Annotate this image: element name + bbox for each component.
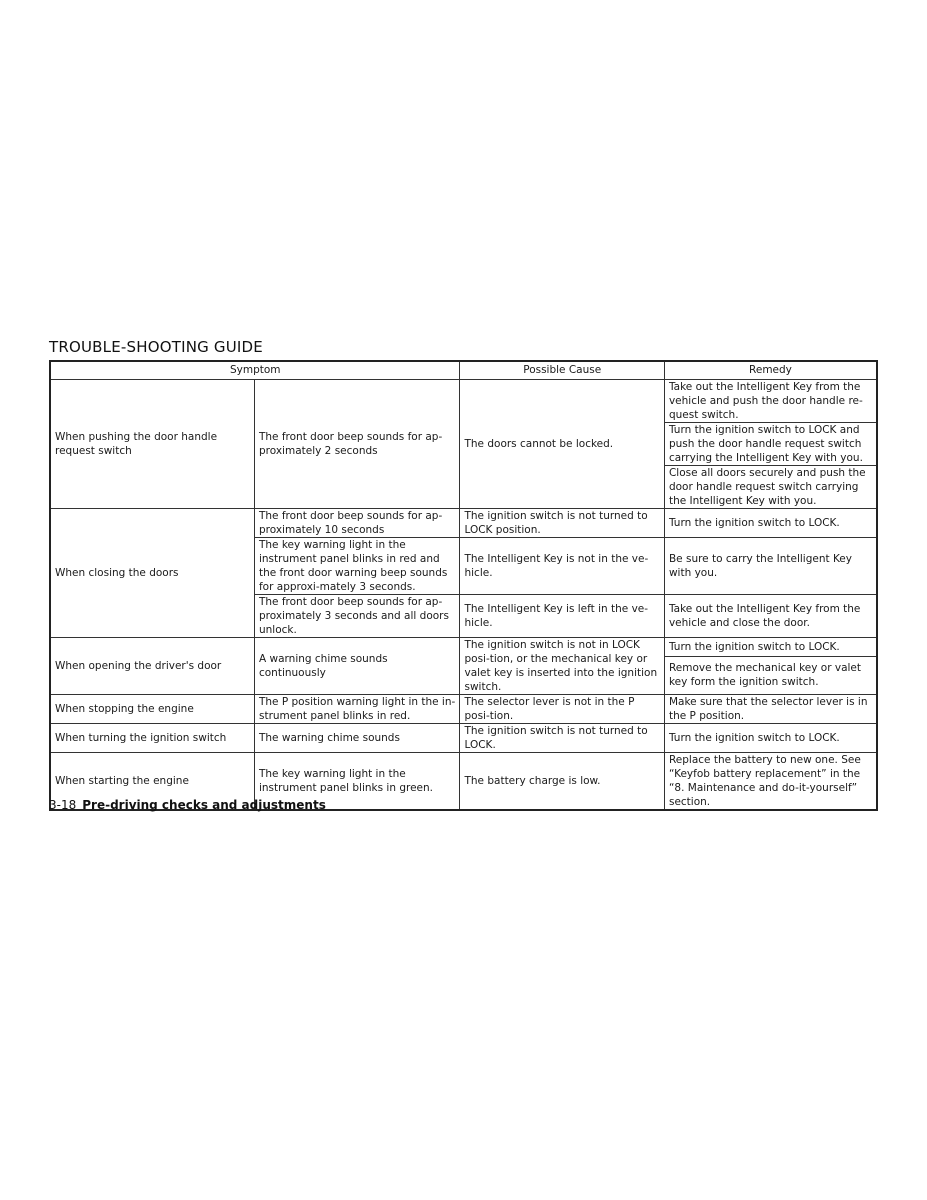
detail-cell: The front door beep sounds for ap-proximately 10 seconds: [254, 508, 460, 537]
remedy-cell: Replace the battery to new one. See “Keyfob battery replacement” in the “8. Maintenance and do-it-yourself” section.: [664, 752, 877, 810]
remedy-cell: Make sure that the selector lever is in the P position.: [664, 694, 877, 723]
remedy-cell: Remove the mechanical key or valet key form the ignition switch.: [664, 656, 877, 694]
cause-cell: The battery charge is low.: [460, 752, 664, 810]
table-row: [50, 723, 877, 752]
page-title: TROUBLE-SHOOTING GUIDE: [49, 338, 263, 356]
remedy-cell: Take out the Intelligent Key from the vehicle and push the door handle re-quest switch.: [664, 379, 877, 422]
header-symptom: Symptom: [50, 361, 460, 379]
detail-cell: The front door beep sounds for ap-proximately 2 seconds: [254, 379, 460, 508]
page-footer: [49, 798, 326, 812]
detail-cell: The front door beep sounds for ap-proximately 3 seconds and all doors unlock.: [254, 594, 460, 637]
remedy-cell: Take out the Intelligent Key from the vehicle and close the door.: [664, 594, 877, 637]
cause-cell: The Intelligent Key is left in the ve-hicle.: [460, 594, 664, 637]
remedy-cell: Turn the ignition switch to LOCK.: [664, 508, 877, 537]
table-row: [50, 379, 877, 422]
remedy-cell: Turn the ignition switch to LOCK.: [664, 723, 877, 752]
header-remedy: Remedy: [664, 361, 877, 379]
cause-cell: The ignition switch is not turned to LOCK position.: [460, 508, 664, 537]
cause-cell: The selector lever is not in the P posi-tion.: [460, 694, 664, 723]
trouble-shooting-table: [49, 360, 878, 811]
page-number: 3-18: [49, 798, 77, 812]
table-row: [50, 637, 877, 656]
detail-cell: A warning chime sounds continuously: [254, 637, 460, 694]
remedy-cell: Be sure to carry the Intelligent Key with you.: [664, 537, 877, 594]
detail-cell: The key warning light in the instrument panel blinks in green.: [254, 752, 460, 810]
cause-cell: The ignition switch is not in LOCK posi-tion, or the mechanical key or valet key is inserted into the ignition switch.: [460, 637, 664, 694]
detail-cell: The warning chime sounds: [254, 723, 460, 752]
symptom-cell: When opening the driver's door: [50, 637, 254, 694]
table-header-row: [50, 361, 877, 379]
remedy-cell: Close all doors securely and push the door handle request switch carrying the Intelligent Key with you.: [664, 465, 877, 508]
symptom-cell: When stopping the engine: [50, 694, 254, 723]
remedy-cell: Turn the ignition switch to LOCK and push the door handle request switch carrying the Intelligent Key with you.: [664, 422, 877, 465]
table-row: [50, 694, 877, 723]
remedy-cell: Turn the ignition switch to LOCK.: [664, 637, 877, 656]
symptom-cell: When pushing the door handle request switch: [50, 379, 254, 508]
cause-cell: The doors cannot be locked.: [460, 379, 664, 508]
symptom-cell: When starting the engine: [50, 752, 254, 810]
symptom-cell: When closing the doors: [50, 508, 254, 637]
detail-cell: The P position warning light in the in-strument panel blinks in red.: [254, 694, 460, 723]
section-title: Pre-driving checks and adjustments: [82, 798, 326, 812]
cause-cell: The Intelligent Key is not in the ve-hicle.: [460, 537, 664, 594]
table-row: [50, 508, 877, 537]
cause-cell: The ignition switch is not turned to LOCK.: [460, 723, 664, 752]
header-possible-cause: Possible Cause: [460, 361, 664, 379]
symptom-cell: When turning the ignition switch: [50, 723, 254, 752]
detail-cell: The key warning light in the instrument panel blinks in red and the front door warning beep sounds for approxi-mately 3 seconds.: [254, 537, 460, 594]
